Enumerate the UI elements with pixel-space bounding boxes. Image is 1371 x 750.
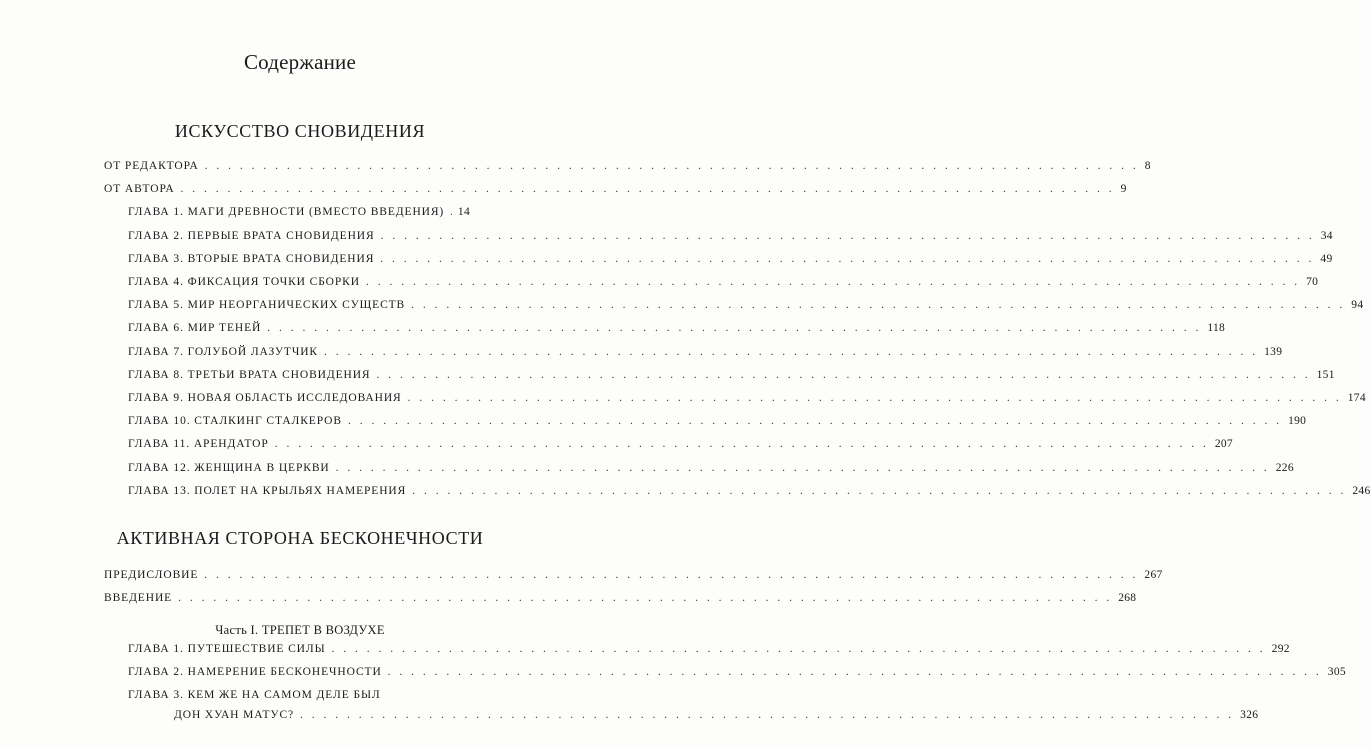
dot-leader: . . . . . . . . . . . . . . . . . . . . . . . . . . . . . . . . . . . . . . . . . . . . . . . . . . . . . . . . . . . . . . . . . . . . . . . . . . . . . . . . (323, 345, 1259, 358)
toc-entry-label: ГЛАВА 9. НОВАЯ ОБЛАСТЬ ИССЛЕДОВАНИЯ (128, 392, 402, 404)
dot-leader: . . . . . . . . . . . . . . . . . . . . . . . . . . . . . . . . . . . . . . . . . . . . . . . . . . . . . . . . . . . . . . . . . . . . . . . . . . . . . . . . (407, 392, 1342, 404)
toc-entry (104, 160, 1151, 180)
dot-leader (450, 206, 452, 218)
toc-entry (128, 322, 1226, 342)
toc-entry-label: ГЛАВА 2. НАМЕРЕНИЕ БЕСКОНЕЧНОСТИ (128, 666, 382, 678)
dot-leader: . . . . . . . . . . . . . . . . . . . . . . . . . . . . . . . . . . . . . . . . . . . . . . . . . . . . . . . . . . . . . . . . . . . . . . . . . . . . . . . . (267, 322, 1202, 335)
section-title-1: ИСКУССТВО СНОВИДЕНИЯ (174, 121, 426, 141)
dot-leader: . . . . . . . . . . . . . . . . . . . . . . . . . . . . . . . . . . . . . . . . . . . . . . . . . . . . . . . . . . . . . . . . . . . . . . . . . . . . . . . . (412, 484, 1347, 497)
toc-entry (128, 276, 1319, 296)
toc-entry-page: 14 (457, 206, 470, 219)
part-title: Часть I. ТРЕПЕТ В ВОЗДУХЕ (215, 623, 385, 637)
toc-entry-label: ОТ АВТОРА (104, 183, 175, 196)
dot-leader: . . . . . . . . . . . . . . . . . . . . . . . . . . . . . . . . . . . . . . . . . . . . . . . . . . . . . . . . . . . . . . . . . . . . . . . . . . . . . . . . (335, 461, 1270, 474)
dot-leader: . . . . . . . . . . . . . . . . . . . . . . . . . . . . . . . . . . . . . . . . . . . . . . . . . . . . . . . . . . . . . . . . . . . . . . . . . . . . . . . . (180, 183, 1115, 196)
toc-entry-label: ГЛАВА 3. КЕМ ЖЕ НА САМОМ ДЕЛЕ БЫЛ (128, 689, 381, 701)
toc-entry-page: 118 (1207, 322, 1226, 335)
dot-leader: . . . . . . . . . . . . . . . . . . . . . . . . . . . . . . . . . . . . . . . . . . . . . . . . . . . . . . . . . . . . . . . . . . . . . . . . . . . . . . . . (300, 709, 1235, 721)
toc-entry-page: 49 (1320, 252, 1333, 265)
toc-entry-page: 34 (1320, 229, 1333, 242)
dot-leader: . . . . . . . . . . . . . . . . . . . . . . . . . . . . . . . . . . . . . . . . . . . . . . . . . . . . . . . . . . . . . . . . . . . . . . . . . . . . . . . . (331, 643, 1266, 655)
toc-entry-page: 267 (1144, 569, 1163, 581)
toc-entry-page: 190 (1288, 415, 1307, 428)
toc-entry-label: ГЛАВА 10. СТАЛКИНГ СТАЛКЕРОВ (128, 415, 342, 428)
toc-entry-page: 246 (1352, 484, 1371, 497)
dot-leader: . . . . . . . . . . . . . . . . . . . . . . . . . . . . . . . . . . . . . . . . . . . . . . . . . . . . . . . . . . . . . . . . . . . . . . . . . . . . . . . . (380, 252, 1315, 265)
dot-leader: . . . . . . . . . . . . . . . . . . . . . . . . . . . . . . . . . . . . . . . . . . . . . . . . . . . . . . . . . . . . . . . . . . . . . . . . . . . . . . . . (178, 592, 1113, 604)
toc-entry-page: 94 (1351, 299, 1364, 312)
toc-entry (104, 592, 1137, 612)
toc-entry-label: ГЛАВА 12. ЖЕНЩИНА В ЦЕРКВИ (128, 461, 330, 474)
toc-entry-label: ГЛАВА 7. ГОЛУБОЙ ЛАЗУТЧИК (128, 345, 318, 358)
toc-entry (128, 252, 1333, 273)
toc-entry-page: 70 (1306, 276, 1319, 288)
dot-leader: . . . . . . . . . . . . . . . . . . . . . . . . . . . . . . . . . . . . . . . . . . . . . . . . . . . . . . . . . . . . . . . . . . . . . . . . . . . . . . . . (411, 299, 1346, 312)
toc-entry (128, 299, 1364, 319)
toc-entry-page: 151 (1316, 368, 1335, 381)
toc-entry-label: ГЛАВА 11. АРЕНДАТОР (128, 438, 269, 451)
toc-entry (104, 183, 1127, 203)
toc-entry-page: 174 (1347, 392, 1366, 404)
toc-entry-label: ГЛАВА 1. ПУТЕШЕСТВИЕ СИЛЫ (128, 643, 326, 655)
dot-leader: . . . . . . . . . . . . . . . . . . . . . . . . . . . . . . . . . . . . . . . . . . . . . . . . . . . . . . . . . . . . . . . . . . . . . . . . . . . . . . . . (204, 160, 1139, 172)
toc-entry-page: 292 (1271, 643, 1290, 655)
toc-entry-label: ГЛАВА 1. МАГИ ДРЕВНОСТИ (ВМЕСТО ВВЕДЕНИЯ) (128, 206, 445, 219)
dot-leader: . . . . . . . . . . . . . . . . . . . . . . . . . . . . . . . . . . . . . . . . . . . . . . . . . . . . . . . . . . . . . . . . . . . . . . . . . . . . . . . . (376, 368, 1311, 381)
toc-entry (128, 368, 1335, 389)
toc-entry-page: 139 (1264, 345, 1283, 358)
toc-entry-label: ГЛАВА 2. ПЕРВЫЕ ВРАТА СНОВИДЕНИЯ (128, 229, 375, 242)
toc-entry-page: 326 (1240, 709, 1259, 721)
page-title: Содержание (243, 50, 357, 74)
section-title-2: АКТИВНАЯ СТОРОНА БЕСКОНЕЧНОСТИ (116, 528, 484, 548)
toc-entry-label: ГЛАВА 13. ПОЛЕТ НА КРЫЛЬЯХ НАМЕРЕНИЯ (128, 484, 407, 497)
toc-entry (128, 392, 1366, 412)
toc-entry (174, 709, 1259, 729)
toc-entry-label-cont: ДОН ХУАН МАТУС? (174, 709, 295, 721)
dot-leader: . . . . . . . . . . . . . . . . . . . . . . . . . . . . . . . . . . . . . . . . . . . . . . . . . . . . . . . . . . . . . . . . . . . . . . . . . . . . . . . . (347, 415, 1283, 428)
toc-entry-line1 (128, 689, 381, 709)
toc-entry-label: ГЛАВА 3. ВТОРЫЕ ВРАТА СНОВИДЕНИЯ (128, 252, 375, 265)
toc-entry-page: 305 (1327, 666, 1346, 678)
toc-entry-page: 9 (1120, 183, 1127, 196)
toc-entry (128, 643, 1290, 663)
toc-entry-label: ОТ РЕДАКТОРА (104, 160, 199, 172)
toc-entry (104, 569, 1163, 589)
toc-entry-label: ПРЕДИСЛОВИЕ (104, 569, 199, 581)
toc-entry (128, 666, 1346, 686)
toc-entry-label: ВВЕДЕНИЕ (104, 592, 173, 604)
toc-entry-page: 8 (1144, 160, 1151, 172)
toc-entry (128, 415, 1307, 435)
toc-entry-label: ГЛАВА 4. ФИКСАЦИЯ ТОЧКИ СБОРКИ (128, 276, 360, 288)
toc-entry (128, 438, 1233, 458)
toc-entry (128, 229, 1333, 250)
dot-leader: . . . . . . . . . . . . . . . . . . . . . . . . . . . . . . . . . . . . . . . . . . . . . . . . . . . . . . . . . . . . . . . . . . . . . . . . . . . . . . . . (365, 276, 1301, 288)
dot-leader: . . . . . . . . . . . . . . . . . . . . . . . . . . . . . . . . . . . . . . . . . . . . . . . . . . . . . . . . . . . . . . . . . . . . . . . . . . . . . . . . (380, 229, 1315, 242)
dot-leader: . . . . . . . . . . . . . . . . . . . . . . . . . . . . . . . . . . . . . . . . . . . . . . . . . . . . . . . . . . . . . . . . . . . . . . . . . . . . . . . . (387, 666, 1322, 678)
toc-entry (128, 345, 1283, 366)
toc-entry-page: 207 (1214, 438, 1233, 451)
toc-entry (128, 206, 470, 226)
dot-leader: . . . . . . . . . . . . . . . . . . . . . . . . . . . . . . . . . . . . . . . . . . . . . . . . . . . . . . . . . . . . . . . . . . . . . . . . . . . . . . . . (274, 438, 1209, 451)
toc-entry-label: ГЛАВА 8. ТРЕТЬИ ВРАТА СНОВИДЕНИЯ (128, 368, 371, 381)
toc-entry-label: ГЛАВА 5. МИР НЕОРГАНИЧЕСКИХ СУЩЕСТВ (128, 299, 406, 312)
toc-entry (128, 484, 1371, 505)
toc-entry-page: 268 (1118, 592, 1137, 604)
toc-entry-label: ГЛАВА 6. МИР ТЕНЕЙ (128, 322, 262, 335)
toc-entry-page: 226 (1275, 461, 1294, 474)
toc-entry (128, 461, 1294, 482)
dot-leader: . . . . . . . . . . . . . . . . . . . . . . . . . . . . . . . . . . . . . . . . . . . . . . . . . . . . . . . . . . . . . . . . . . . . . . . . . . . . . . . . (204, 569, 1139, 581)
